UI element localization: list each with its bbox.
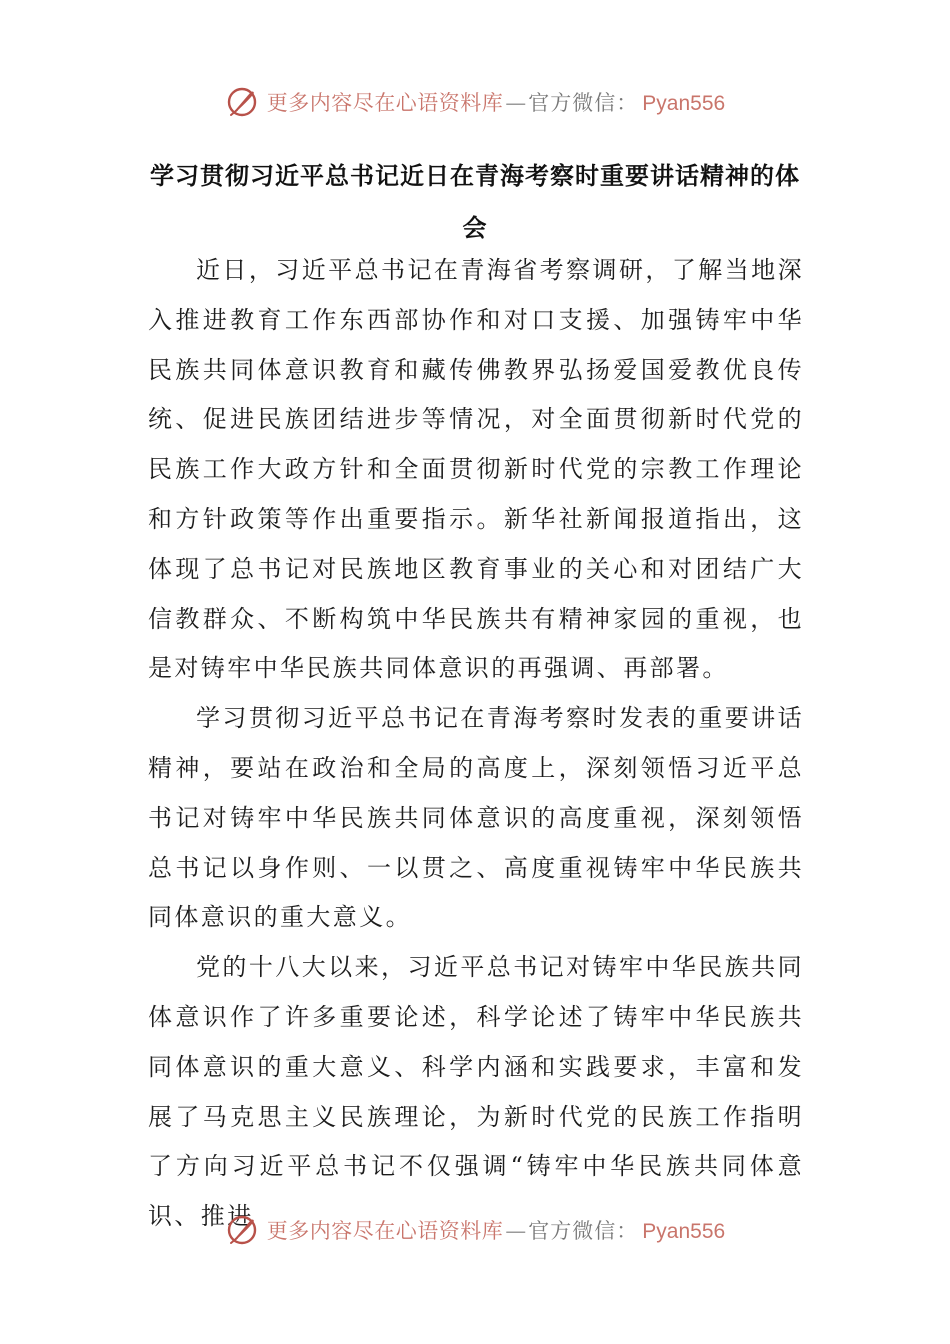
quill-logo-icon (225, 85, 259, 119)
body-paragraph: 近日，习近平总书记在青海省考察调研，了解当地深入推进教育工作东西部协作和对口支援、加强铸牢中华民族共同体意识教育和藏传佛教界弘扬爱国爱教优良传统、促进民族团结进步等情况，对全面贯彻新时代党的民族工作大政方针和全面贯彻新时代党的宗教工作理论和方针政策等作出重要指示。新华社新闻报道指出，这体现了总书记对民族地区教育事业的关心和对团结广大信教群众、不断构筑中华民族共有精神家园的重视，也是对铸牢中华民族共同体意识的再强调、再部署。 (148, 256, 804, 683)
watermark-handle: Pyan556 (642, 1220, 726, 1243)
document-title: 学习贯彻习近平总书记近日在青海考察时重要讲话精神的体会 (150, 162, 800, 242)
body-paragraph: 学习贯彻习近平总书记在青海考察时发表的重要讲话精神，要站在政治和全局的高度上，深刻领悟习近平总书记对铸牢中华民族共同体意识的高度重视，深刻领悟总书记以身作则、一以贯之、高度重视铸牢中华民族共同体意识的重大意义。 (148, 704, 804, 932)
document-body (148, 246, 804, 1242)
watermark-label: 官方微信： (528, 1219, 639, 1243)
watermark-text (267, 87, 725, 117)
body-paragraph: 党的十八大以来，习近平总书记对铸牢中华民族共同体意识作了许多重要论述，科学论述了铸牢中华民族共同体意识的重大意义、科学内涵和实践要求，丰富和发展了马克思主义民族理论，为新时代党的民族工作指明了方向习近平总书记不仅强调“铸牢中华民族共同体意识、推进 (148, 953, 804, 1231)
watermark-dash: — (505, 91, 527, 115)
footer-watermark (0, 1210, 950, 1250)
watermark-label: 官方微信： (528, 91, 639, 115)
quill-logo-icon (225, 1213, 259, 1247)
watermark-dash: — (505, 1219, 527, 1243)
header-watermark (0, 82, 950, 122)
watermark-text (267, 1215, 725, 1245)
watermark-brand: 更多内容尽在心语资料库 (266, 91, 504, 115)
watermark-brand: 更多内容尽在心语资料库 (266, 1219, 504, 1243)
watermark-handle: Pyan556 (642, 92, 726, 115)
